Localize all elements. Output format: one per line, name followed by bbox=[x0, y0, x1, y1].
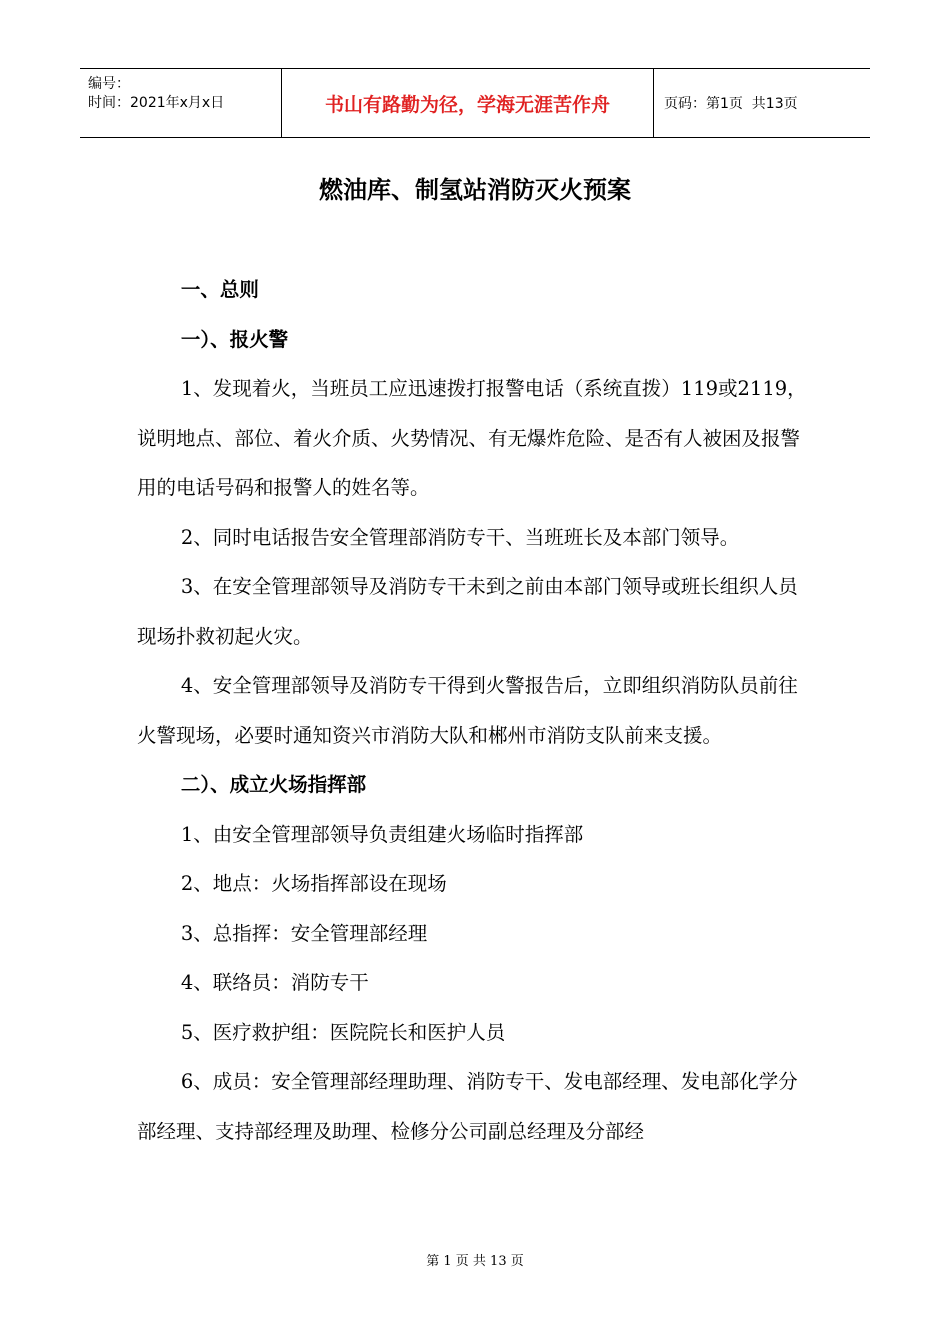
paragraph: 4、联络员：消防专干 bbox=[180, 971, 369, 994]
header-page-info bbox=[654, 69, 870, 137]
paragraph: 2、地点：火场指挥部设在现场 bbox=[180, 872, 447, 895]
paragraph: 2、同时电话报告安全管理部消防专干、当班班长及本部门领导。 bbox=[180, 525, 740, 549]
document-body bbox=[137, 265, 817, 1156]
paragraph: 1、发现着火，当班员工应迅速拨打报警电话（系统直拨）119或2119，说明地点、部位、着火介质、火势情况、有无爆炸危险、是否有人被困及报警用的电话号码和报警人的姓名等。 bbox=[137, 377, 807, 499]
document-number-label: 编号： bbox=[88, 76, 130, 92]
page-info-text: 页码：第1页 共13页 bbox=[664, 96, 798, 112]
paragraph: 6、成员：安全管理部经理助理、消防专干、发电部经理、发电部化学分部经理、支持部经理及助理、检修分公司副总经理及分部经 bbox=[137, 1070, 798, 1143]
document-title: 燃油库、制氢站消防灭火预案 bbox=[319, 176, 631, 204]
subsection-heading-fire-alarm: 一）、报火警 bbox=[180, 327, 289, 351]
section-heading-general: 一、总则 bbox=[180, 278, 259, 301]
paragraph: 3、总指挥：安全管理部经理 bbox=[180, 921, 428, 945]
paragraph: 3、在安全管理部领导及消防专干未到之前由本部门领导或班长组织人员现场扑救初起火灾。 bbox=[137, 575, 798, 648]
header-motto: 书山有路勤为径，学海无涯苦作舟 bbox=[282, 69, 654, 137]
paragraph: 1、由安全管理部领导负责组建火场临时指挥部 bbox=[180, 822, 584, 846]
paragraph: 5、医疗救护组：医院院长和医护人员 bbox=[180, 1020, 506, 1044]
document-time-label: 时间：2021年x月x日 bbox=[88, 95, 225, 111]
subsection-heading-command-post: 二）、成立火场指挥部 bbox=[180, 773, 367, 796]
page-footer: 第 1 页 共 13 页 bbox=[426, 1254, 524, 1269]
header-meta bbox=[80, 69, 282, 137]
page-header bbox=[80, 68, 870, 138]
paragraph: 4、安全管理部领导及消防专干得到火警报告后，立即组织消防队员前往火警现场，必要时通知资兴市消防大队和郴州市消防支队前来支援。 bbox=[137, 674, 798, 747]
